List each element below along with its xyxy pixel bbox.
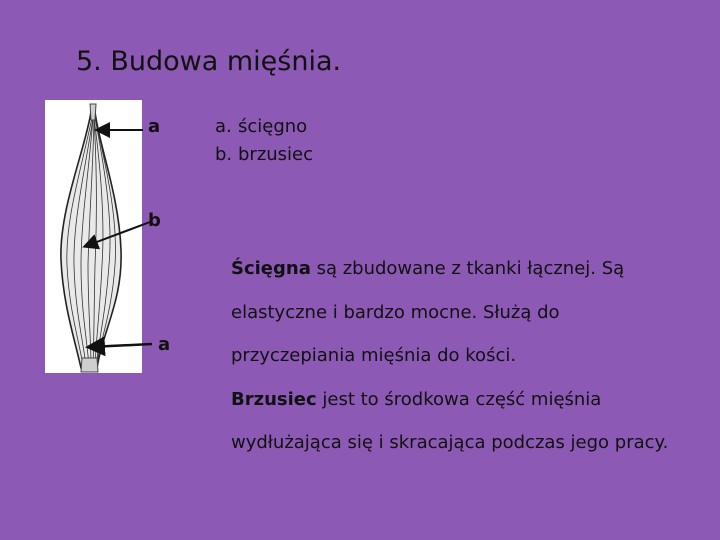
text-line	[231, 378, 711, 422]
definition-letter: b.	[215, 144, 233, 165]
definition-list	[215, 113, 313, 169]
label-a-bottom: a	[158, 334, 171, 355]
text-line	[231, 247, 711, 291]
text-line: elastyczne i bardzo mocne. Służą do	[231, 301, 560, 323]
arrow-a-bottom	[90, 344, 152, 347]
description-paragraph	[231, 247, 711, 465]
term-tendons: Ścięgna	[231, 258, 311, 279]
label-a-top: a	[148, 116, 161, 137]
text-line: przyczepiania mięśnia do kości.	[231, 345, 517, 366]
text-line: wydłużająca się i skracająca podczas jego pracy.	[231, 432, 669, 453]
label-b: b	[148, 210, 161, 231]
definition-item	[215, 113, 313, 141]
definition-letter: a.	[215, 116, 232, 137]
definition-term: ścięgno	[238, 116, 308, 137]
term-belly: Brzusiec	[231, 388, 317, 410]
definition-item	[215, 141, 313, 169]
text-fragment: jest to środkowa część mięśnia	[316, 388, 602, 410]
definition-term: brzusiec	[238, 144, 314, 165]
text-fragment: są zbudowane z tkanki łącznej. Są	[310, 258, 625, 279]
slide-title: 5. Budowa mięśnia.	[76, 46, 342, 77]
arrow-b	[86, 222, 150, 246]
